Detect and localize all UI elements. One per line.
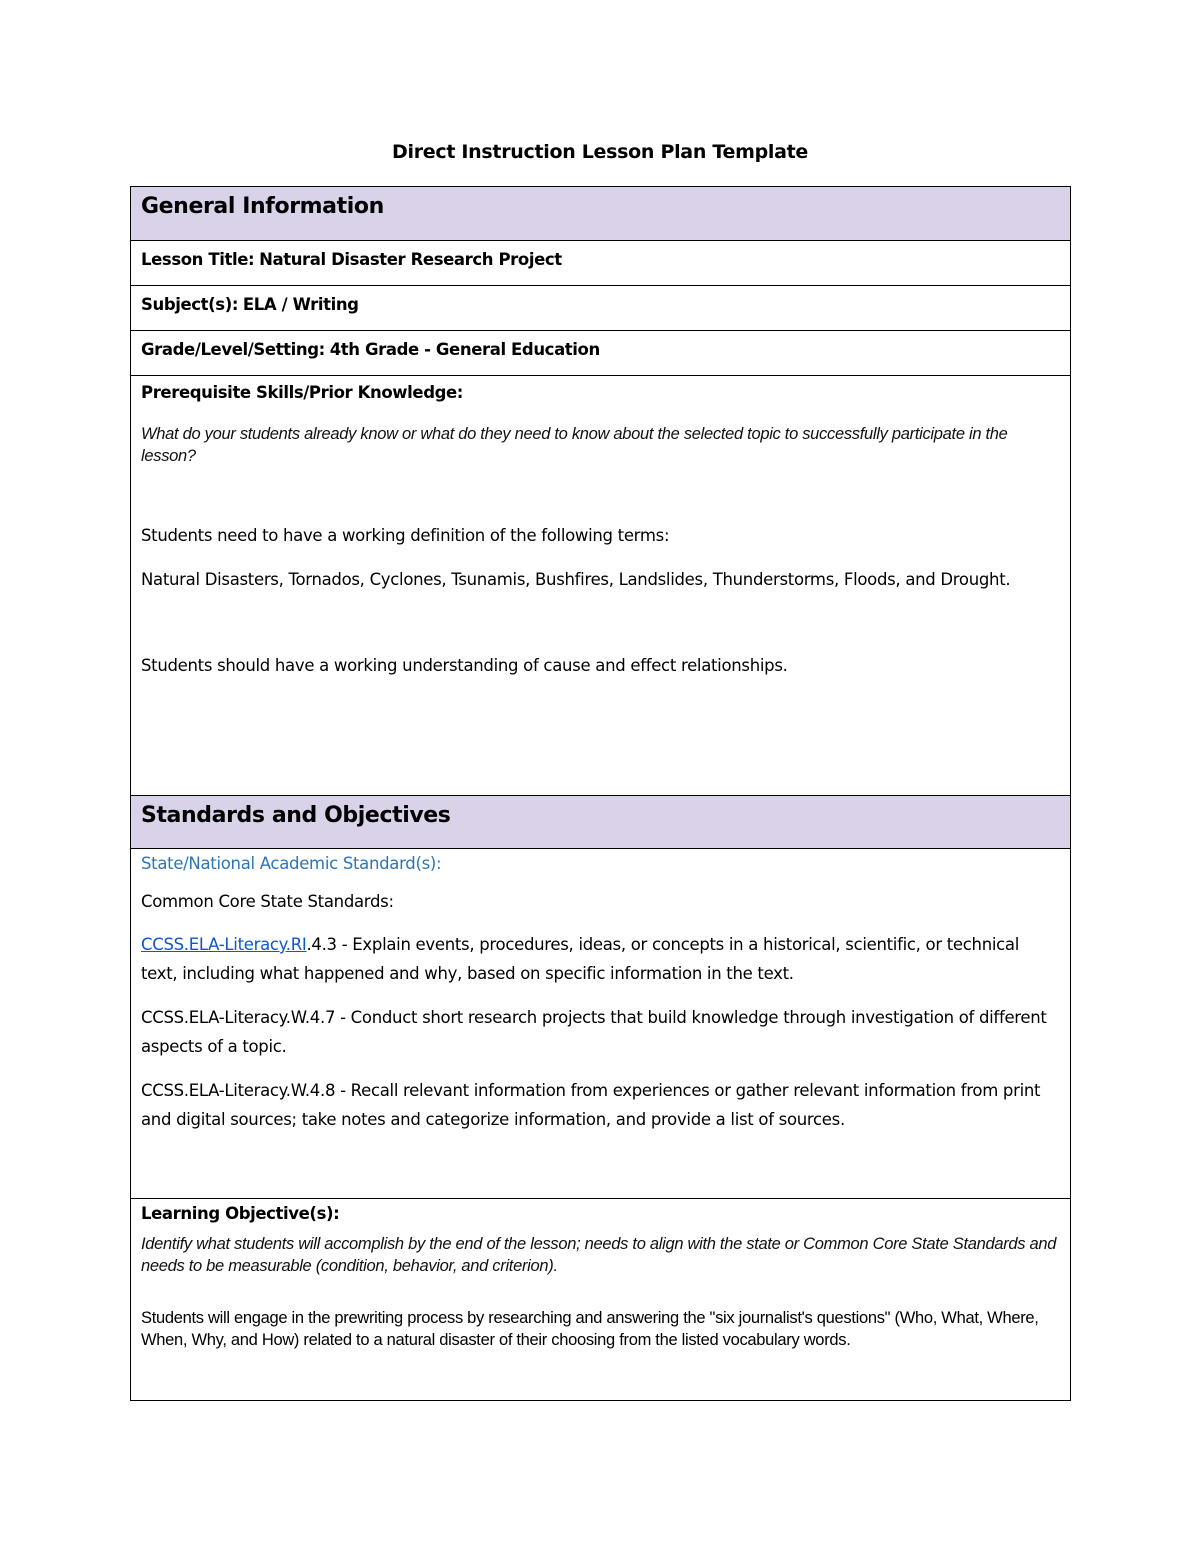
lesson-title-value: Natural Disaster Research Project — [259, 250, 562, 269]
standard-text: - Recall relevant information from experiences or gather relevant information from print and digital sources; take notes and categorize information, and provide a list of sources. — [141, 1081, 1041, 1129]
standard-item — [141, 1003, 1060, 1061]
standards-row — [131, 849, 1071, 1199]
prerequisite-paragraph: Students need to have a working definition of the following terms: — [141, 526, 670, 545]
standard-text: - Explain events, procedures, ideas, or concepts in a historical, scientific, or technical text, including what happened and why, based on specific information in the text. — [141, 935, 1020, 983]
grade-level-label: Grade/Level/Setting: — [141, 340, 325, 359]
prerequisite-row — [131, 376, 1071, 796]
lesson-plan-table — [130, 186, 1071, 1401]
prerequisite-label: Prerequisite Skills/Prior Knowledge: — [141, 383, 464, 402]
subjects-label: Subject(s): — [141, 295, 239, 314]
standard-code: .4.3 — [306, 935, 337, 954]
section-heading: Standards and Objectives — [131, 796, 1071, 849]
learning-objectives-prompt: Identify what students will accomplish by the end of the lesson; needs to align with the state or Common Core State Standards and needs to be measurable (condition, behavior, and criterion). — [141, 1235, 1057, 1275]
section-standards-objectives — [131, 796, 1071, 849]
prerequisite-prompt: What do your students already know or what do they need to know about the selected topic to successfully participate in the lesson? — [141, 425, 1008, 465]
standard-link[interactable]: CCSS.ELA-Literacy.RI — [141, 935, 307, 954]
learning-objectives-label: Learning Objective(s): — [141, 1204, 340, 1223]
lesson-title-row — [131, 241, 1071, 286]
prerequisite-paragraph: Natural Disasters, Tornados, Cyclones, Tsunamis, Bushfires, Landslides, Thunderstorms, Floods, and Drought. — [141, 570, 1011, 589]
document-title: Direct Instruction Lesson Plan Template — [392, 141, 808, 163]
standard-item — [141, 1076, 1060, 1134]
subjects-row — [131, 286, 1071, 331]
standard-text: - Conduct short research projects that build knowledge through investigation of different aspects of a topic. — [141, 1008, 1047, 1056]
grade-level-value: 4th Grade - General Education — [329, 340, 600, 359]
learning-objectives-row — [131, 1199, 1071, 1401]
subjects-value: ELA / Writing — [242, 295, 359, 314]
section-general-information — [131, 187, 1071, 241]
lesson-title-label: Lesson Title: — [141, 250, 255, 269]
standard-code: CCSS.ELA-Literacy.W.4.8 — [141, 1081, 336, 1100]
standard-item — [141, 930, 1060, 988]
standard-code: CCSS.ELA-Literacy.W.4.7 — [141, 1008, 336, 1027]
learning-objectives-text: Students will engage in the prewriting process by researching and answering the "six journalist's questions" (Who, What, Where, When, Why, and How) related to a natural disaster of their choosing from the listed vocabulary words. — [141, 1309, 1039, 1349]
standards-intro: Common Core State Standards: — [141, 892, 394, 911]
section-heading: General Information — [131, 187, 1071, 241]
standards-label: State/National Academic Standard(s): — [141, 854, 442, 873]
prerequisite-paragraph: Students should have a working understanding of cause and effect relationships. — [141, 656, 788, 675]
grade-level-row — [131, 331, 1071, 376]
